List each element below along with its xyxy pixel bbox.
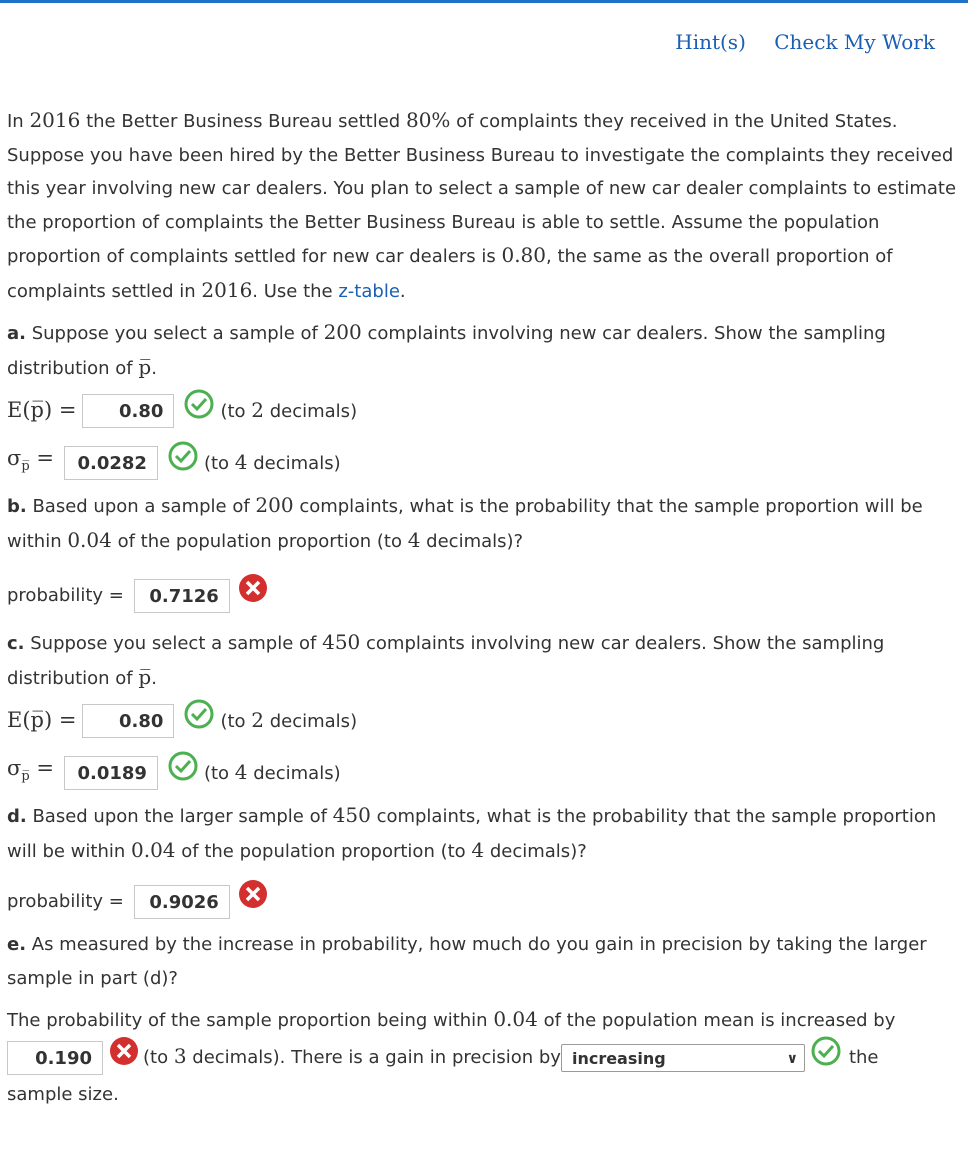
chevron-down-icon: ∨ [786, 1050, 798, 1067]
incorrect-x-icon [238, 879, 268, 909]
answer-e-row: 0.190 (to 3 decimals). There is a gain in precision by increasing ∨ the [7, 1038, 957, 1078]
answer-d-row: probability = 0.9026 [7, 876, 957, 928]
question-content [7, 104, 957, 1111]
precision-gain-input[interactable]: 0.190 [7, 1041, 103, 1075]
probability-input-d[interactable]: 0.9026 [134, 885, 230, 919]
question-a: a. Suppose you select a sample of 200 complaints involving new car dealers. Show the sampling distribution of p̅. [7, 320, 886, 379]
z-table-link[interactable]: z-table [338, 280, 400, 302]
answer-a-stddev-row: $\sigma_{p̅}$ = 0.0282 (to 4 decimals) [7, 437, 957, 489]
top-links [653, 30, 935, 54]
top-border [0, 0, 968, 3]
answer-b-row: probability = 0.7126 [7, 566, 957, 626]
correct-check-icon [811, 1036, 841, 1066]
question-e: e. As measured by the increase in probability, how much do you gain in precision by taking the larger sample in part (d)? [7, 934, 927, 989]
answer-c-expected-row: E(p̅) = 0.80 (to 2 decimals) [7, 695, 957, 747]
answer-e-sentence: The probability of the sample proportion being within 0.04 of the population mean is increased by [7, 1007, 896, 1031]
correct-check-icon [168, 441, 198, 471]
correct-check-icon [168, 751, 198, 781]
check-my-work-link[interactable]: Check My Work [774, 30, 935, 54]
expected-value-input-a[interactable]: 0.80 [82, 394, 174, 428]
answer-c-stddev-row: $\sigma_{p̅}$ = 0.0189 (to 4 decimals) [7, 747, 957, 799]
incorrect-x-icon [109, 1036, 139, 1066]
question-d: d. Based upon the larger sample of 450 complaints, what is the probability that the sample proportion will be within 0.04 of the population proportion (to 4 decimals)? [7, 803, 937, 862]
stddev-input-c[interactable]: 0.0189 [64, 756, 158, 790]
precision-dropdown[interactable]: increasing ∨ [561, 1044, 805, 1072]
correct-check-icon [184, 699, 214, 729]
expected-value-input-c[interactable]: 0.80 [82, 704, 174, 738]
intro-paragraph: In 2016 the Better Business Bureau settled 80% of complaints they received in the United States. Suppose you have been hired by the Better Business Bureau to investigate the complaints they received this year involving new car dealers. You plan to select a sample of new car dealer complaints to estimate the proportion of complaints the Better Business Bureau is able to settle. Assume the population proportion of complaints settled for new car dealers is 0.80, the same as the overall proportion of complaints settled in 2016. Use the z-table. [7, 108, 957, 302]
probability-input-b[interactable]: 0.7126 [134, 579, 230, 613]
stddev-input-a[interactable]: 0.0282 [64, 446, 158, 480]
incorrect-x-icon [238, 573, 268, 603]
hints-link[interactable]: Hint(s) [675, 30, 746, 54]
question-b: b. Based upon a sample of 200 complaints, what is the probability that the sample proportion will be within 0.04 of the population proportion (to 4 decimals)? [7, 493, 923, 552]
correct-check-icon [184, 389, 214, 419]
answer-e-tail: sample size. [7, 1083, 119, 1105]
question-c: c. Suppose you select a sample of 450 complaints involving new car dealers. Show the sampling distribution of p̅. [7, 630, 885, 689]
answer-a-expected-row: E(p̅) = 0.80 (to 2 decimals) [7, 385, 957, 437]
